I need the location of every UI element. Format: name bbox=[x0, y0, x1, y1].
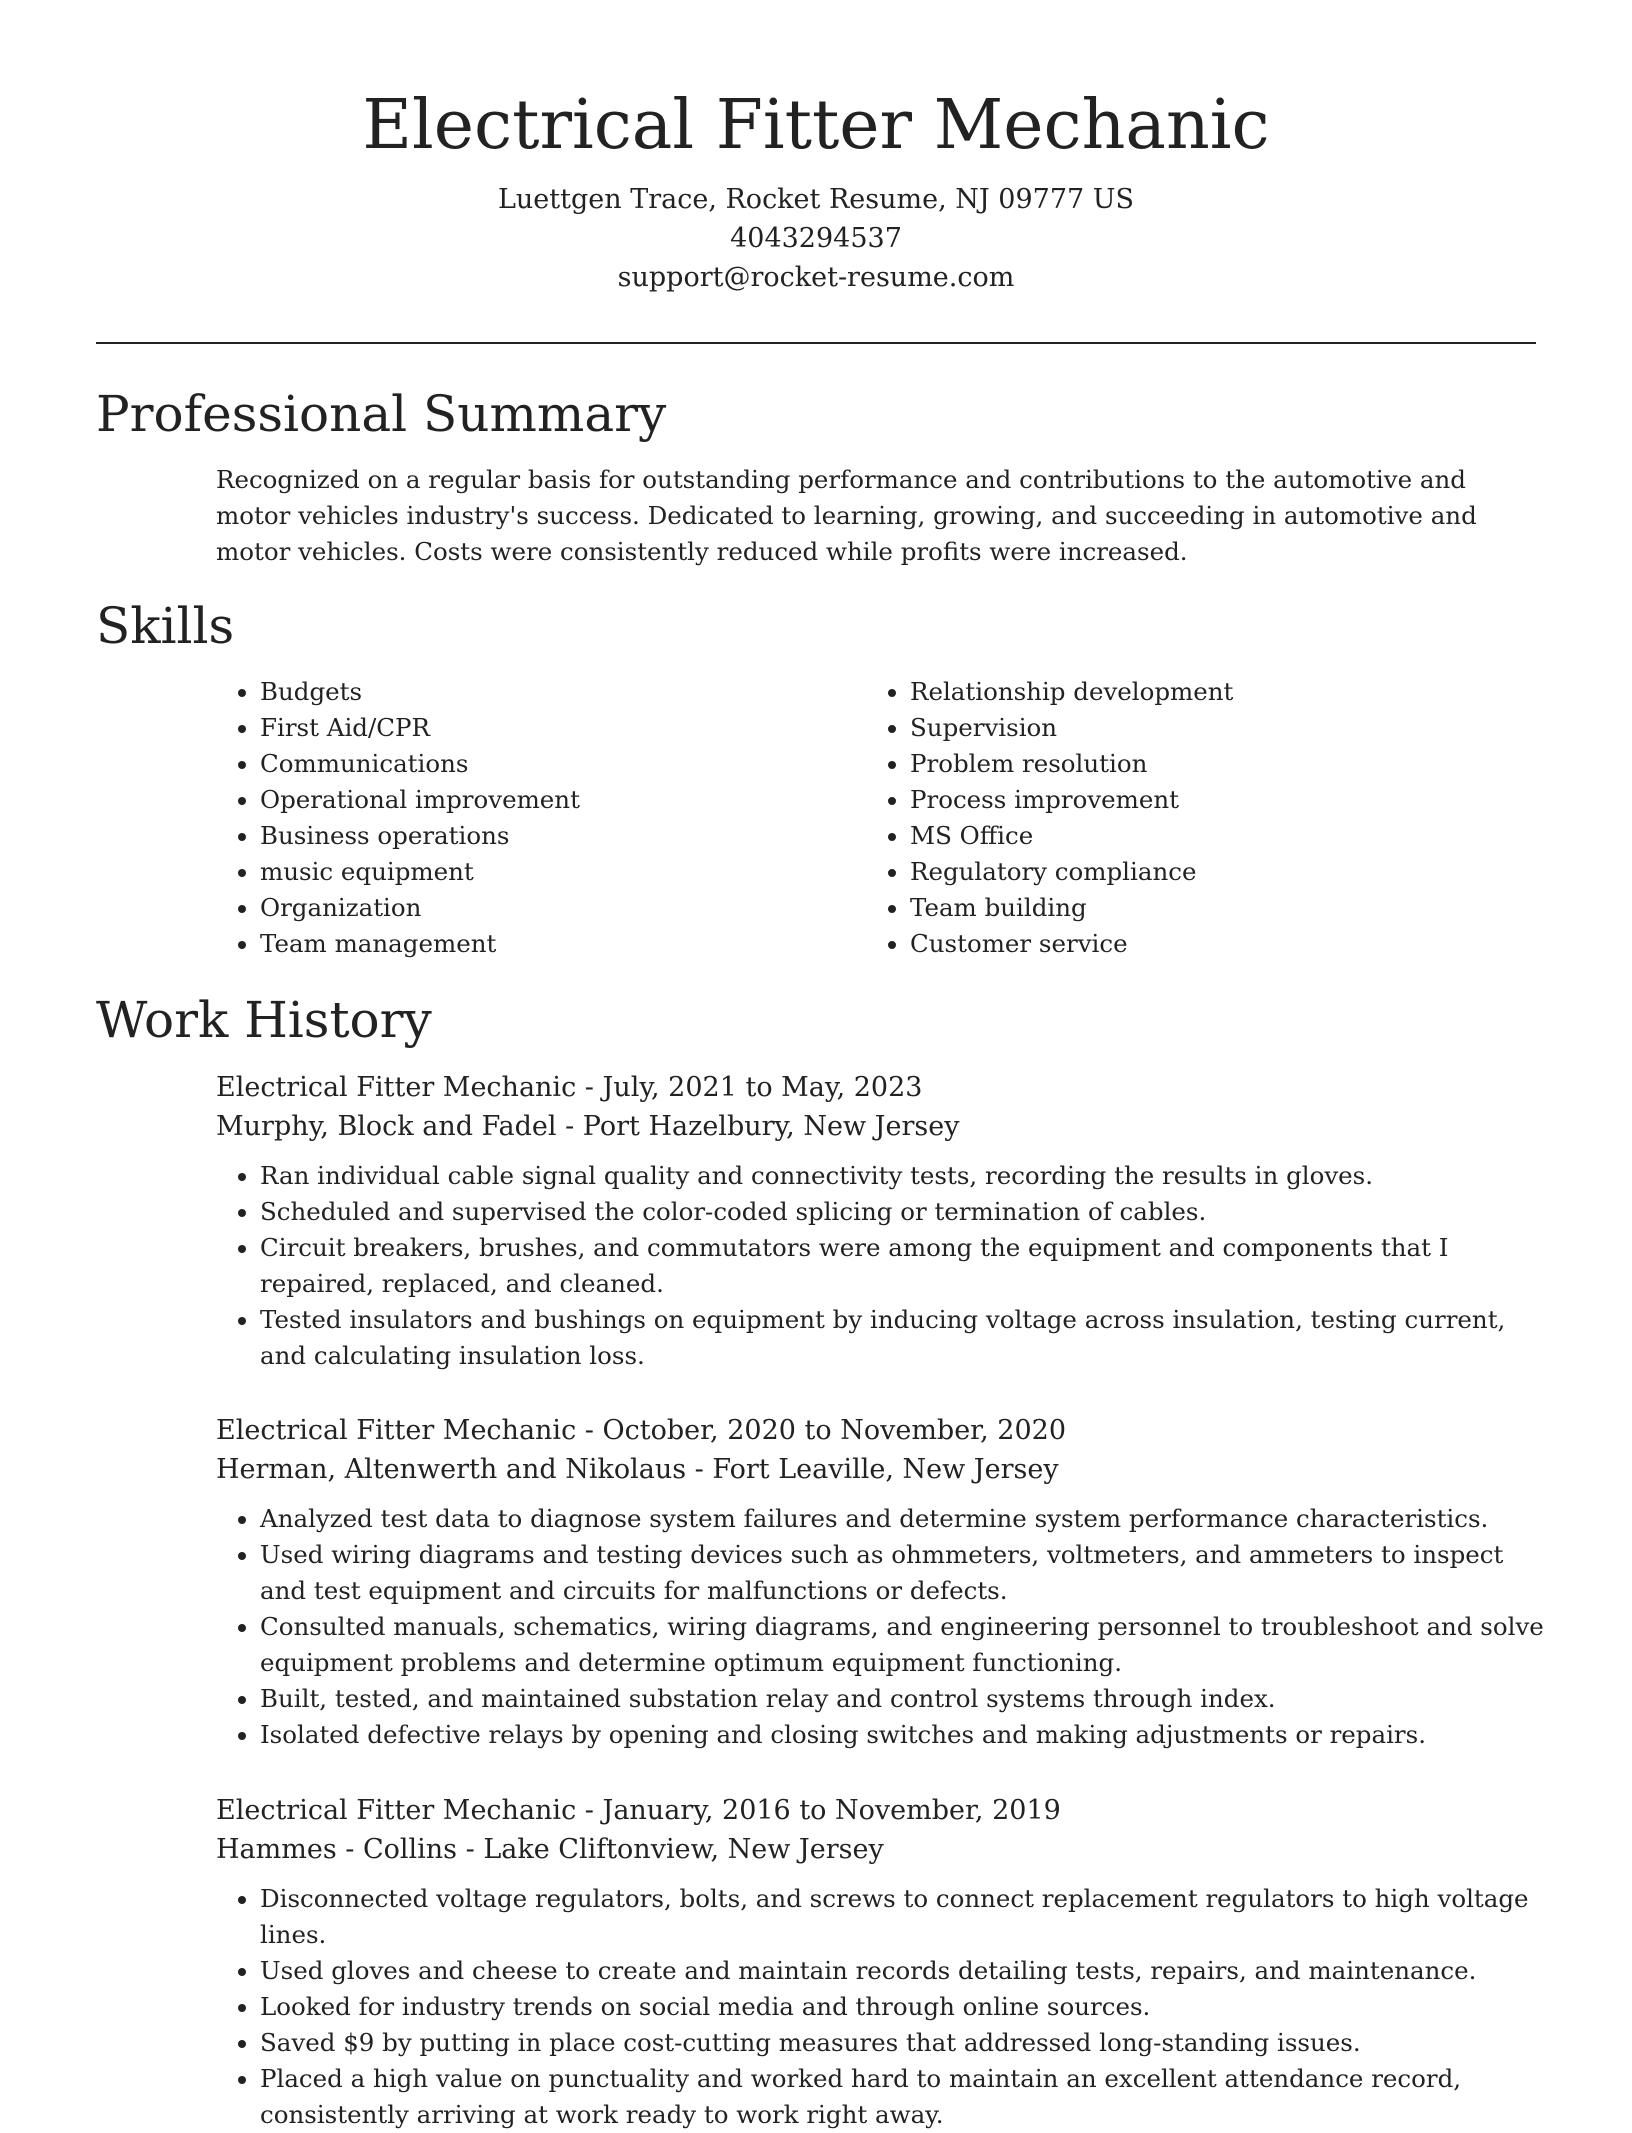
job-title: Electrical Fitter Mechanic bbox=[216, 1415, 577, 1446]
job-bullet: • Ran individual cable signal quality and connectivity tests, recording the results in gloves. bbox=[260, 1158, 1546, 1194]
job-company: Murphy, Block and Fadel bbox=[216, 1111, 557, 1142]
job-bullets bbox=[216, 1881, 1546, 2133]
job-company-line bbox=[216, 1830, 1546, 1869]
skill-item: • Team building bbox=[910, 890, 1490, 926]
job-title-line bbox=[216, 1068, 1546, 1107]
job-bullet: • Used wiring diagrams and testing devices such as ohmmeters, voltmeters, and ammeters to inspect and test equipment and circuits for malfunctions or defects. bbox=[260, 1537, 1546, 1609]
skill-item: • Organization bbox=[260, 890, 840, 926]
skill-item: • Budgets bbox=[260, 674, 840, 710]
skills-list-right bbox=[866, 674, 1490, 962]
skill-item: • First Aid/CPR bbox=[260, 710, 840, 746]
job-bullets bbox=[216, 1158, 1546, 1374]
job-bullet: • Placed a high value on punctuality and worked hard to maintain an excellent attendance record, consistently arriving at work ready to work right away. bbox=[260, 2061, 1546, 2133]
job-entry bbox=[216, 1411, 1546, 1753]
job-entry bbox=[216, 1791, 1546, 2133]
job-bullet: • Disconnected voltage regulators, bolts, and screws to connect replacement regulators to high voltage lines. bbox=[260, 1881, 1546, 1953]
job-company-line bbox=[216, 1107, 1546, 1146]
skill-item: • Relationship development bbox=[910, 674, 1490, 710]
job-bullet: • Circuit breakers, brushes, and commutators were among the equipment and components that I repaired, replaced, and cleaned. bbox=[260, 1230, 1546, 1302]
job-entry bbox=[216, 1068, 1546, 1374]
contact-address: Luettgen Trace, Rocket Resume, NJ 09777 US bbox=[497, 184, 1135, 215]
resume-header bbox=[96, 84, 1536, 297]
job-bullet: • Tested insulators and bushings on equipment by inducing voltage across insulation, testing current, and calculating insulation loss. bbox=[260, 1302, 1546, 1374]
work-history-heading: Work History bbox=[96, 991, 432, 1049]
summary-text: Recognized on a regular basis for outstanding performance and contributions to the automotive and motor vehicles industry's success. Dedicated to learning, growing, and succeeding in automotive and motor vehicles. Costs were consistently reduced while profits were increased. bbox=[216, 465, 1477, 566]
job-bullet: • Isolated defective relays by opening and closing switches and making adjustments or repairs. bbox=[260, 1717, 1546, 1753]
job-title: Electrical Fitter Mechanic bbox=[216, 1795, 577, 1826]
job-dates: - January, 2016 to November, 2019 bbox=[576, 1795, 1061, 1826]
job-company: Hammes - Collins bbox=[216, 1834, 458, 1865]
skills-heading: Skills bbox=[96, 597, 235, 655]
skill-item: • Operational improvement bbox=[260, 782, 840, 818]
job-dates: - October, 2020 to November, 2020 bbox=[576, 1415, 1066, 1446]
job-title: Electrical Fitter Mechanic bbox=[216, 1072, 577, 1103]
skill-item: • MS Office bbox=[910, 818, 1490, 854]
summary-heading: Professional Summary bbox=[96, 385, 667, 443]
skill-item: • Process improvement bbox=[910, 782, 1490, 818]
skills-list-left bbox=[216, 674, 840, 962]
job-dates: - July, 2021 to May, 2023 bbox=[576, 1072, 923, 1103]
job-bullet: • Consulted manuals, schematics, wiring diagrams, and engineering personnel to troubleshoot and solve equipment problems and determine optimum equipment functioning. bbox=[260, 1609, 1546, 1681]
job-bullet: • Scheduled and supervised the color-coded splicing or termination of cables. bbox=[260, 1194, 1546, 1230]
job-bullet: • Used gloves and cheese to create and maintain records detailing tests, repairs, and maintenance. bbox=[260, 1953, 1546, 1989]
job-bullet: • Built, tested, and maintained substation relay and control systems through index. bbox=[260, 1681, 1546, 1717]
header-divider bbox=[96, 342, 1536, 344]
skill-item: • Communications bbox=[260, 746, 840, 782]
skill-item: • Team management bbox=[260, 926, 840, 962]
job-bullet: • Saved $9 by putting in place cost-cutting measures that addressed long-standing issues. bbox=[260, 2025, 1546, 2061]
candidate-name: Electrical Fitter Mechanic bbox=[362, 86, 1270, 165]
job-bullet: • Looked for industry trends on social media and through online sources. bbox=[260, 1989, 1546, 2025]
job-bullets bbox=[216, 1501, 1546, 1753]
skill-item: • Regulatory compliance bbox=[910, 854, 1490, 890]
job-location: - Lake Cliftonview, New Jersey bbox=[457, 1834, 884, 1865]
job-title-line bbox=[216, 1411, 1546, 1450]
job-location: - Fort Leaville, New Jersey bbox=[686, 1454, 1059, 1485]
skill-item: • Customer service bbox=[910, 926, 1490, 962]
job-title-line bbox=[216, 1791, 1546, 1830]
contact-phone: 4043294537 bbox=[730, 223, 902, 254]
contact-email: support@rocket-resume.com bbox=[617, 262, 1015, 293]
skill-item: • Problem resolution bbox=[910, 746, 1490, 782]
job-company-line bbox=[216, 1450, 1546, 1489]
skill-item: • Business operations bbox=[260, 818, 840, 854]
job-location: - Port Hazelbury, New Jersey bbox=[556, 1111, 960, 1142]
skill-item: • Supervision bbox=[910, 710, 1490, 746]
job-bullet: • Analyzed test data to diagnose system failures and determine system performance characteristics. bbox=[260, 1501, 1546, 1537]
job-company: Herman, Altenwerth and Nikolaus bbox=[216, 1454, 687, 1485]
skill-item: • music equipment bbox=[260, 854, 840, 890]
